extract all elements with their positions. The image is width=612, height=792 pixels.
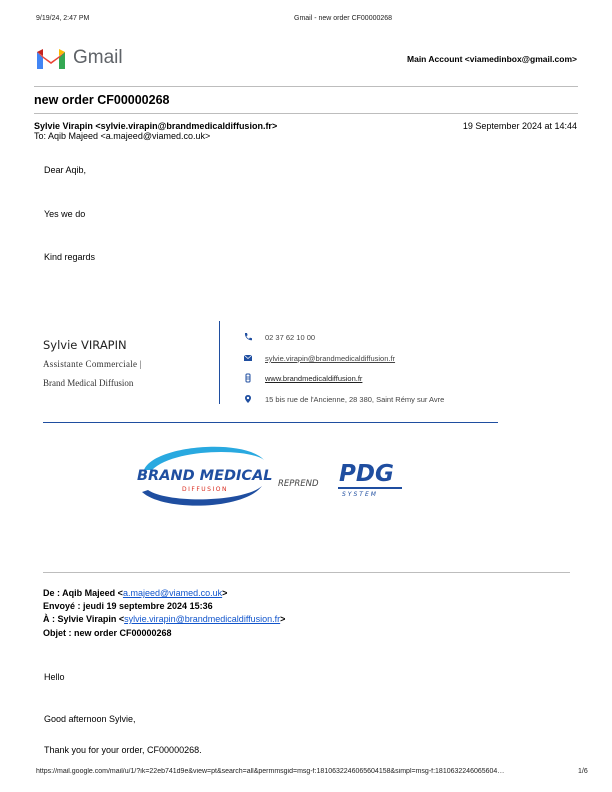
signature-address: 15 bis rue de l'Ancienne, 28 380, Saint Rémy sur Avre [265, 395, 445, 404]
quoted-thanks: Thank you for your order, CF00000268. [44, 745, 202, 755]
gmail-logo [35, 46, 135, 72]
print-datetime: 9/19/24, 2:47 PM [36, 15, 90, 22]
quoted-sent: Envoyé : jeudi 19 septembre 2024 15:36 [43, 601, 213, 611]
quoted-to [43, 614, 285, 624]
quoted-greeting: Good afternoon Sylvie, [44, 714, 136, 724]
location-icon [243, 394, 253, 404]
signature-email-link[interactable]: sylvie.virapin@brandmedicaldiffusion.fr [265, 354, 396, 363]
web-icon [243, 373, 253, 383]
account-label: Main Account <viamedinbox@gmail.com> [407, 54, 577, 64]
phone-icon [243, 332, 253, 342]
pdg-logo [338, 487, 402, 499]
message-date: 19 September 2024 at 14:44 [462, 121, 577, 131]
quoted-to-end: > [280, 614, 286, 624]
quote-divider [43, 572, 570, 573]
quoted-hello: Hello [44, 672, 65, 682]
signature-website-link[interactable]: www.brandmedicaldiffusion.fr [265, 374, 363, 383]
quoted-to-email-link[interactable]: sylvie.virapin@brandmedicaldiffusion.fr [124, 614, 281, 624]
signature-phone[interactable]: 02 37 62 10 00 [265, 333, 316, 342]
signature-role: Assistante Commerciale | [43, 359, 142, 369]
print-title: Gmail - new order CF00000268 [294, 15, 393, 22]
body-line1: Yes we do [44, 209, 86, 219]
brand-reprend: REPREND [278, 479, 319, 489]
message-to: To: Aqib Majeed <a.majeed@viamed.co.uk> [34, 131, 211, 141]
quoted-subject: Objet : new order CF00000268 [43, 628, 172, 638]
quoted-from-name: Aqib Majeed < [62, 588, 123, 598]
quoted-from-label: De : [43, 588, 63, 598]
quoted-from [43, 588, 227, 598]
quoted-from-email-link[interactable]: a.majeed@viamed.co.uk [122, 588, 223, 598]
pdg-logo-text: PDG [339, 461, 394, 487]
body-greeting: Dear Aqib, [44, 165, 87, 175]
signature-divider [219, 321, 220, 404]
brand-medical-logo [134, 440, 273, 512]
pdg-logo-system: SYSTEM [342, 491, 378, 498]
email-icon [243, 353, 253, 363]
thread-subject: new order CF00000268 [34, 93, 170, 107]
message-from: Sylvie Virapin <sylvie.virapin@brandmedicaldiffusion.fr> [34, 121, 278, 131]
print-url: https://mail.google.com/mail/u/1/?ik=22eb741d9e&view=pt&search=all&permmsgid=msg-f:1810632246065604158&simpl=msg-f:1810632246065604… [36, 768, 505, 775]
gmail-logo-text: Gmail [73, 47, 123, 68]
quoted-to-label: À : Sylvie Virapin < [43, 614, 125, 624]
subject-divider [34, 113, 578, 114]
signature-name: Sylvie VIRAPIN [43, 338, 127, 352]
quoted-from-end: > [222, 588, 228, 598]
gmail-m-icon [35, 46, 67, 70]
signature-company: Brand Medical Diffusion [43, 378, 134, 388]
signature-bottom-line [43, 422, 498, 423]
brand-logo-sub: DIFFUSION [182, 486, 228, 493]
body-closing: Kind regards [44, 252, 96, 262]
brand-logo-name: BRAND MEDICAL [137, 468, 273, 484]
print-page-number: 1/6 [578, 768, 588, 775]
header-divider [34, 86, 578, 87]
